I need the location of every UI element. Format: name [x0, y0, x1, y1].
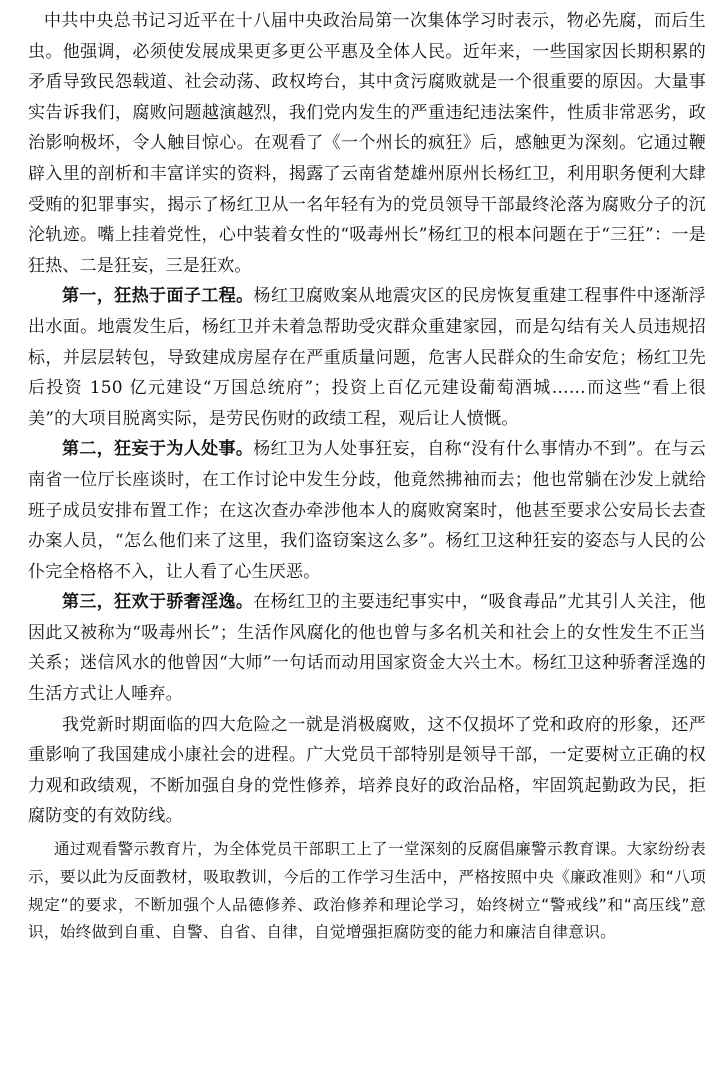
closing-paragraph [28, 836, 706, 947]
point-three-paragraph [28, 587, 706, 709]
conclusion-paragraph [28, 710, 706, 832]
paragraph-lead: 第三，狂欢于骄奢淫逸。 [62, 592, 254, 613]
point-two-paragraph [28, 434, 706, 587]
paragraph-text: 杨红卫为人处事狂妄，自称“没有什么事情办不到”。在与云南省一位厅长座谈时，在工作讨论中发生分歧，他竟然拂袖而去；他也常躺在沙发上就给班子成员安排布置工作；在这次查办牵涉他本人的腐败窝案时，他甚至要求公安局长去查办案人员，“怎么他们来了这里，我们盗窃案这么多”。杨红卫这种狂妄的姿态与人民的公仆完全格格不入，让人看了心生厌恶。 [28, 439, 707, 582]
paragraph-text: 通过观看警示教育片，为全体党员干部职工上了一堂深刻的反腐倡廉警示教育课。大家纷纷表示，要以此为反面教材，吸取教训，今后的工作学习生活中，严格按照中央《廉政准则》和“八项规定”的要求，不断加强个人品德修养、政治修养和理论学习，始终树立“警戒线”和“高压线”意识，始终做到自重、自警、自省、自律，自觉增强拒腐防变的能力和廉洁自律意识。 [28, 840, 706, 942]
paragraph-lead: 第一，狂热于面子工程。 [62, 286, 254, 307]
paragraph-text: 中共中央总书记习近平在十八届中央政治局第一次集体学习时表示，物必先腐，而后生虫。他强调，必须使发展成果更多更公平惠及全体人民。近年来，一些国家因长期积累的矛盾导致民怨载道、社会动荡、政权垮台，其中贪污腐败就是一个很重要的原因。大量事实告诉我们，腐败问题越演越烈，我们党内发生的严重违纪违法案件，性质非常恶劣，政治影响极坏，令人触目惊心。在观看了《一个州长的疯狂》后，感触更为深刻。它通过鞭辟入里的剖析和丰富详实的资料，揭露了云南省楚雄州原州长杨红卫，利用职务便利大肆受贿的犯罪事实，揭示了杨红卫从一名年轻有为的党员领导干部最终沦落为腐败分子的沉沦轨迹。嘴上挂着党性，心中装着女性的“吸毒州长”杨红卫的根本问题在于“三狂”：一是狂热、二是狂妄，三是狂欢。 [28, 11, 706, 276]
paragraph-text: 我党新时期面临的四大危险之一就是消极腐败，这不仅损坏了党和政府的形象，还严重影响了我国建成小康社会的进程。广大党员干部特别是领导干部，一定要树立正确的权力观和政绩观，不断加强自身的党性修养，培养良好的政治品格，牢固筑起勤政为民，拒腐防变的有效防线。 [28, 714, 706, 827]
intro-paragraph [28, 6, 706, 281]
paragraph-text: 杨红卫腐败案从地震灾区的民房恢复重建工程事件中逐渐浮出水面。地震发生后，杨红卫并未着急帮助受灾群众重建家园，而是勾结有关人员违规招标，并层层转包，导致建成房屋存在严重质量问题，危害人民群众的生命安危；杨红卫先后投资 150 亿元建设“万国总统府”；投资上百亿元建设葡萄酒城……而这些“看上很美”的大项目脱离实际，是劳民伤财的政绩工程，观后让人愤慨。 [28, 286, 707, 429]
point-one-paragraph [28, 281, 706, 434]
paragraph-text: 在杨红卫的主要违纪事实中，“吸食毒品”尤其引人关注，他因此又被称为“吸毒州长”；生活作风腐化的他也曾与多名机关和社会上的女性发生不正当关系；迷信风水的他曾因“大师”一句话而动用国家资金大兴土木。杨红卫这种骄奢淫逸的生活方式让人唾弃。 [28, 592, 707, 705]
paragraph-lead: 第二，狂妄于为人处事。 [62, 439, 254, 460]
